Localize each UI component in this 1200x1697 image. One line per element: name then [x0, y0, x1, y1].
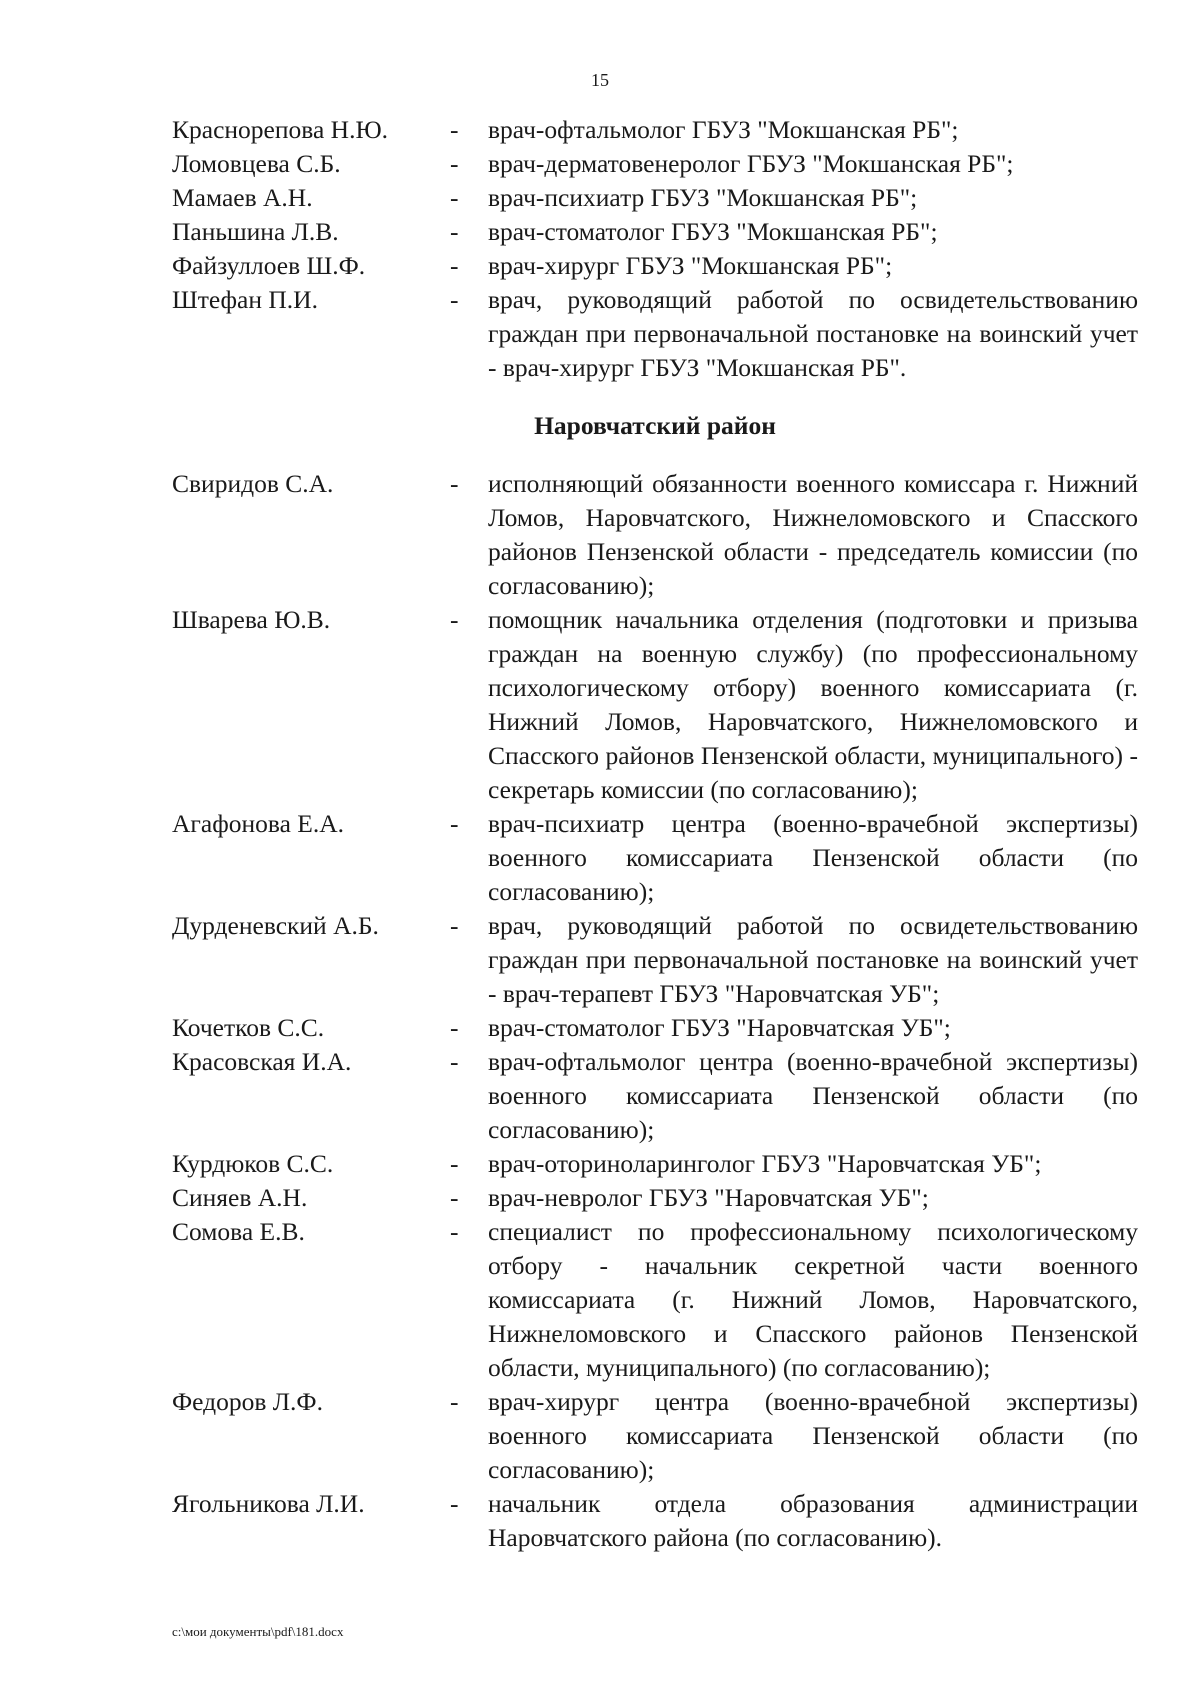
- dash-separator: -: [450, 1013, 459, 1042]
- dash-separator: -: [450, 115, 459, 144]
- dash-separator: -: [450, 251, 459, 280]
- dash-separator: -: [450, 149, 459, 178]
- member-name: Курдюков С.С.: [172, 1149, 334, 1178]
- member-row: [172, 467, 1138, 603]
- member-position: специалист по профессиональному психологическому отбору - начальник секретной части военного комиссариата (г. Нижний Ломов, Наровчатского, Нижнеломовского и Спасского районов Пензенской области, муниципального) (по согласованию);: [488, 1217, 1138, 1382]
- member-row: [172, 113, 1138, 147]
- member-name: Паньшина Л.В.: [172, 217, 339, 246]
- page-number: 15: [591, 70, 609, 90]
- member-position: врач-офтальмолог ГБУЗ "Мокшанская РБ";: [488, 115, 959, 144]
- dash-separator: -: [450, 1183, 459, 1212]
- member-position: врач-стоматолог ГБУЗ "Мокшанская РБ";: [488, 217, 938, 246]
- member-row: [172, 1181, 1138, 1215]
- member-name: Федоров Л.Ф.: [172, 1387, 323, 1416]
- member-name: Кочетков С.С.: [172, 1013, 325, 1042]
- dash-separator: -: [450, 183, 459, 212]
- member-row: [172, 1045, 1138, 1147]
- dash-separator: -: [450, 469, 459, 498]
- member-row: [172, 1147, 1138, 1181]
- dash-separator: -: [450, 1149, 459, 1178]
- dash-separator: -: [450, 285, 459, 314]
- member-name: Сомова Е.В.: [172, 1217, 305, 1246]
- dash-separator: -: [450, 217, 459, 246]
- member-name: Синяев А.Н.: [172, 1183, 308, 1212]
- member-row: [172, 1011, 1138, 1045]
- member-position: врач-стоматолог ГБУЗ "Наровчатская УБ";: [488, 1013, 951, 1042]
- member-position: врач-офтальмолог центра (военно-врачебной экспертизы) военного комиссариата Пензенской области (по согласованию);: [488, 1047, 1138, 1144]
- member-position: врач-хирург центра (военно-врачебной экспертизы) военного комиссариата Пензенской области (по согласованию);: [488, 1387, 1138, 1484]
- member-row: [172, 249, 1138, 283]
- member-position: помощник начальника отделения (подготовки и призыва граждан на военную службу) (по профессиональному психологическому отбору) военного комиссариата (г. Нижний Ломов, Наровчатского, Нижнеломовского и Спасского районов Пензенской области, муниципального) - секретарь комиссии (по согласованию);: [488, 605, 1138, 804]
- dash-separator: -: [450, 809, 459, 838]
- member-name: Ягольникова Л.И.: [172, 1489, 365, 1518]
- member-row: [172, 603, 1138, 807]
- member-name: Свиридов С.А.: [172, 469, 334, 498]
- member-position: врач-оториноларинголог ГБУЗ "Наровчатская УБ";: [488, 1149, 1042, 1178]
- dash-separator: -: [450, 605, 459, 634]
- member-row: [172, 909, 1138, 1011]
- member-name: Ломовцева С.Б.: [172, 149, 341, 178]
- member-name: Красовская И.А.: [172, 1047, 352, 1076]
- member-row: [172, 147, 1138, 181]
- member-position: врач-психиатр ГБУЗ "Мокшанская РБ";: [488, 183, 918, 212]
- member-row: [172, 1385, 1138, 1487]
- member-list-narovchat: [172, 467, 1138, 1555]
- member-row: [172, 807, 1138, 909]
- section-heading: Наровчатский район: [534, 411, 776, 440]
- member-position: начальник отдела образования администрации Наровчатского района (по согласованию).: [488, 1489, 1138, 1552]
- dash-separator: -: [450, 911, 459, 940]
- dash-separator: -: [450, 1387, 459, 1416]
- member-name: Агафонова Е.А.: [172, 809, 345, 838]
- dash-separator: -: [450, 1217, 459, 1246]
- member-row: [172, 1215, 1138, 1385]
- member-name: Файзуллоев Ш.Ф.: [172, 251, 366, 280]
- member-row: [172, 215, 1138, 249]
- member-position: врач, руководящий работой по освидетельствованию граждан при первоначальной постановке на воинский учет - врач-хирург ГБУЗ "Мокшанская РБ".: [488, 285, 1138, 382]
- dash-separator: -: [450, 1047, 459, 1076]
- member-position: врач-хирург ГБУЗ "Мокшанская РБ";: [488, 251, 893, 280]
- member-position: врач-психиатр центра (военно-врачебной экспертизы) военного комиссариата Пензенской области (по согласованию);: [488, 809, 1138, 906]
- member-name: Дурденевский А.Б.: [172, 911, 379, 940]
- member-name: Штефан П.И.: [172, 285, 318, 314]
- member-name: Краснорепова Н.Ю.: [172, 115, 389, 144]
- member-position: врач-невролог ГБУЗ "Наровчатская УБ";: [488, 1183, 929, 1212]
- member-position: врач-дерматовенеролог ГБУЗ "Мокшанская РБ";: [488, 149, 1014, 178]
- member-position: исполняющий обязанности военного комиссара г. Нижний Ломов, Наровчатского, Нижнеломовского и Спасского районов Пензенской области - председатель комиссии (по согласованию);: [488, 469, 1138, 600]
- member-name: Шварева Ю.В.: [172, 605, 331, 634]
- member-row: [172, 1487, 1138, 1555]
- dash-separator: -: [450, 1489, 459, 1518]
- member-position: врач, руководящий работой по освидетельствованию граждан при первоначальной постановке на воинский учет - врач-терапевт ГБУЗ "Наровчатская УБ";: [488, 911, 1138, 1008]
- member-row: [172, 181, 1138, 215]
- footer-file-path: c:\мои документы\pdf\181.docx: [172, 1624, 344, 1639]
- member-list-mokshan: [172, 113, 1138, 385]
- member-row: [172, 283, 1138, 385]
- member-name: Мамаев А.Н.: [172, 183, 313, 212]
